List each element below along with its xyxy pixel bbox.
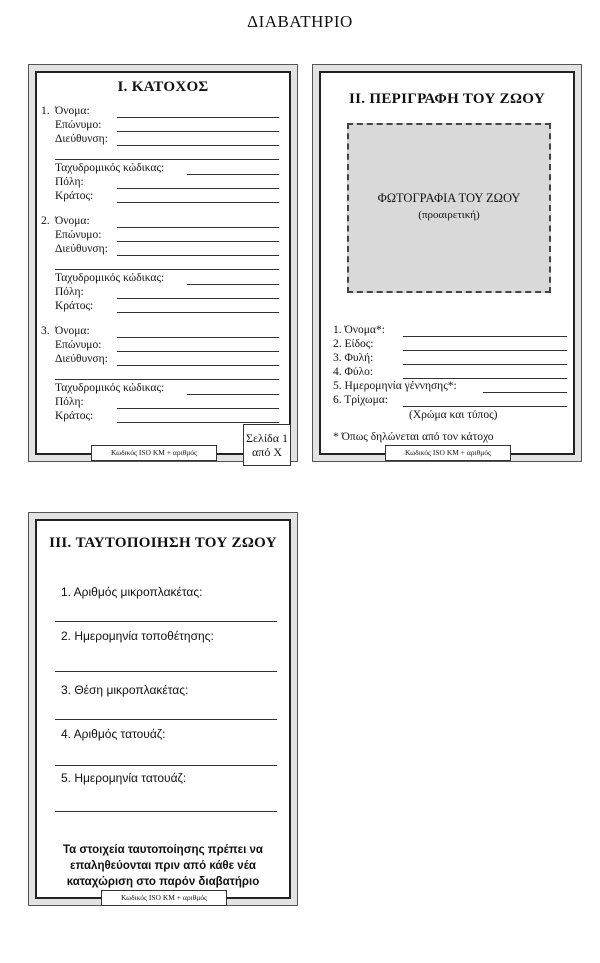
tattoo-date-line[interactable] xyxy=(55,811,277,812)
warning-line-3: καταχώριση στο παρόν διαβατήριο xyxy=(66,876,260,888)
owner-1-address-line[interactable] xyxy=(117,145,279,146)
tattoo-date-label: 5. Ημερομηνία τατουάζ: xyxy=(61,771,187,785)
animal-breed-label: 3. Φυλή: xyxy=(333,352,374,364)
owner-3-first-name-label: Όνομα: xyxy=(55,325,90,337)
owner-3-country-line[interactable] xyxy=(117,422,279,423)
animal-sex-label: 4. Φύλο: xyxy=(333,366,374,378)
owner-2-address-line-2[interactable] xyxy=(55,269,279,270)
owner-card xyxy=(28,64,298,462)
animal-species-line[interactable] xyxy=(403,350,567,351)
owner-3-address-line[interactable] xyxy=(117,365,279,366)
warning-line-2: επαληθεύονται πριν από κάθε νέα xyxy=(70,860,256,872)
owner-1-address-label: Διεύθυνση: xyxy=(55,133,108,145)
animal-coat-line[interactable] xyxy=(403,406,567,407)
page-number-box xyxy=(243,424,291,466)
owner-3-postcode-label: Ταχυδρομικός κώδικας: xyxy=(55,382,165,394)
owner-2-postcode-line[interactable] xyxy=(187,284,279,285)
owner-1-surname-label: Επώνυμο: xyxy=(55,119,102,131)
description-card xyxy=(312,64,582,462)
owner-1-city-line[interactable] xyxy=(117,188,279,189)
identification-card xyxy=(28,512,298,906)
owner-declared-note: * Όπως δηλώνεται από τον κάτοχο xyxy=(333,431,494,443)
identification-card-inner xyxy=(35,519,291,899)
coat-hint: (Χρώμα και τύπος) xyxy=(409,409,498,421)
animal-name-label: 1. Όνομα*: xyxy=(333,324,385,336)
animal-breed-line[interactable] xyxy=(403,364,567,365)
owner-card-inner xyxy=(35,71,291,459)
identification-card-footer: Κωδικός ISO KM + αριθμός xyxy=(101,890,227,906)
owner-1-postcode-line[interactable] xyxy=(187,174,279,175)
warning-line-1: Τα στοιχεία ταυτοποίησης πρέπει να xyxy=(63,844,263,856)
owner-3-country-label: Κράτος: xyxy=(55,410,94,422)
owner-3-surname-line[interactable] xyxy=(117,351,279,352)
microchip-location-line[interactable] xyxy=(55,719,277,720)
owner-1-postcode-label: Ταχυδρομικός κώδικας: xyxy=(55,162,165,174)
tattoo-number-label: 4. Αριθμός τατουάζ: xyxy=(61,727,166,741)
owner-2-country-line[interactable] xyxy=(117,312,279,313)
photo-label: ΦΩΤΟΓΡΑΦΙΑ ΤΟΥ ΖΩΟΥ xyxy=(377,191,521,205)
owner-2-address-line[interactable] xyxy=(117,255,279,256)
owner-2-first-name-line[interactable] xyxy=(117,227,279,228)
description-card-footer: Κωδικός ISO KM + αριθμός xyxy=(385,445,511,461)
owner-2-city-line[interactable] xyxy=(117,298,279,299)
microchip-number-line[interactable] xyxy=(55,621,277,622)
insertion-date-line[interactable] xyxy=(55,671,277,672)
owner-1-country-label: Κράτος: xyxy=(55,190,94,202)
owner-1-country-line[interactable] xyxy=(117,202,279,203)
animal-birthdate-label: 5. Ημερομηνία γέννησης*: xyxy=(333,380,457,392)
owner-1-number: 1. xyxy=(41,105,50,117)
microchip-location-label: 3. Θέση μικροπλακέτας: xyxy=(61,683,189,697)
owner-card-footer: Κωδικός ISO KM + αριθμός xyxy=(91,445,217,461)
owner-3-city-label: Πόλη: xyxy=(55,396,84,408)
animal-birthdate-line[interactable] xyxy=(483,392,567,393)
animal-sex-line[interactable] xyxy=(403,378,567,379)
microchip-number-label: 1. Αριθμός μικροπλακέτας: xyxy=(61,585,203,599)
owner-3-city-line[interactable] xyxy=(117,408,279,409)
photo-optional-label: (προαιρετική) xyxy=(418,209,480,221)
description-heading: II. ΠΕΡΙΓΡΑΦΗ ΤΟΥ ΖΩΟΥ xyxy=(349,91,545,107)
page-number-line1: Σελίδα 1 xyxy=(245,431,288,445)
owner-2-first-name-label: Όνομα: xyxy=(55,215,90,227)
description-card-inner xyxy=(319,71,575,455)
owner-2-number: 2. xyxy=(41,215,50,227)
tattoo-number-line[interactable] xyxy=(55,765,277,766)
owner-2-postcode-label: Ταχυδρομικός κώδικας: xyxy=(55,272,165,284)
owner-3-first-name-line[interactable] xyxy=(117,337,279,338)
animal-name-line[interactable] xyxy=(403,336,567,337)
page-number-line2: από Χ xyxy=(251,445,282,459)
animal-coat-label: 6. Τρίχωμα: xyxy=(333,394,388,406)
owner-1-first-name-line[interactable] xyxy=(117,117,279,118)
animal-photo-placeholder[interactable] xyxy=(347,123,551,293)
document-title: ΔΙΑΒΑΤΗΡΙΟ xyxy=(247,12,353,31)
owner-1-city-label: Πόλη: xyxy=(55,176,84,188)
owner-2-surname-line[interactable] xyxy=(117,241,279,242)
owner-2-surname-label: Επώνυμο: xyxy=(55,229,102,241)
animal-species-label: 2. Είδος: xyxy=(333,338,374,350)
owner-2-country-label: Κράτος: xyxy=(55,300,94,312)
owner-2-address-label: Διεύθυνση: xyxy=(55,243,108,255)
owner-3-number: 3. xyxy=(41,325,50,337)
owner-3-postcode-line[interactable] xyxy=(187,394,279,395)
identification-heading: III. ΤΑΥΤΟΠΟΙΗΣΗ ΤΟΥ ΖΩΟΥ xyxy=(49,535,277,551)
owner-2-city-label: Πόλη: xyxy=(55,286,84,298)
insertion-date-label: 2. Ημερομηνία τοποθέτησης: xyxy=(61,629,214,643)
owner-1-first-name-label: Όνομα: xyxy=(55,105,90,117)
owner-3-address-label: Διεύθυνση: xyxy=(55,353,108,365)
owner-1-address-line-2[interactable] xyxy=(55,159,279,160)
owner-heading: I. ΚΑΤΟΧΟΣ xyxy=(117,79,209,95)
owner-1-surname-line[interactable] xyxy=(117,131,279,132)
owner-3-address-line-2[interactable] xyxy=(55,379,279,380)
owner-3-surname-label: Επώνυμο: xyxy=(55,339,102,351)
